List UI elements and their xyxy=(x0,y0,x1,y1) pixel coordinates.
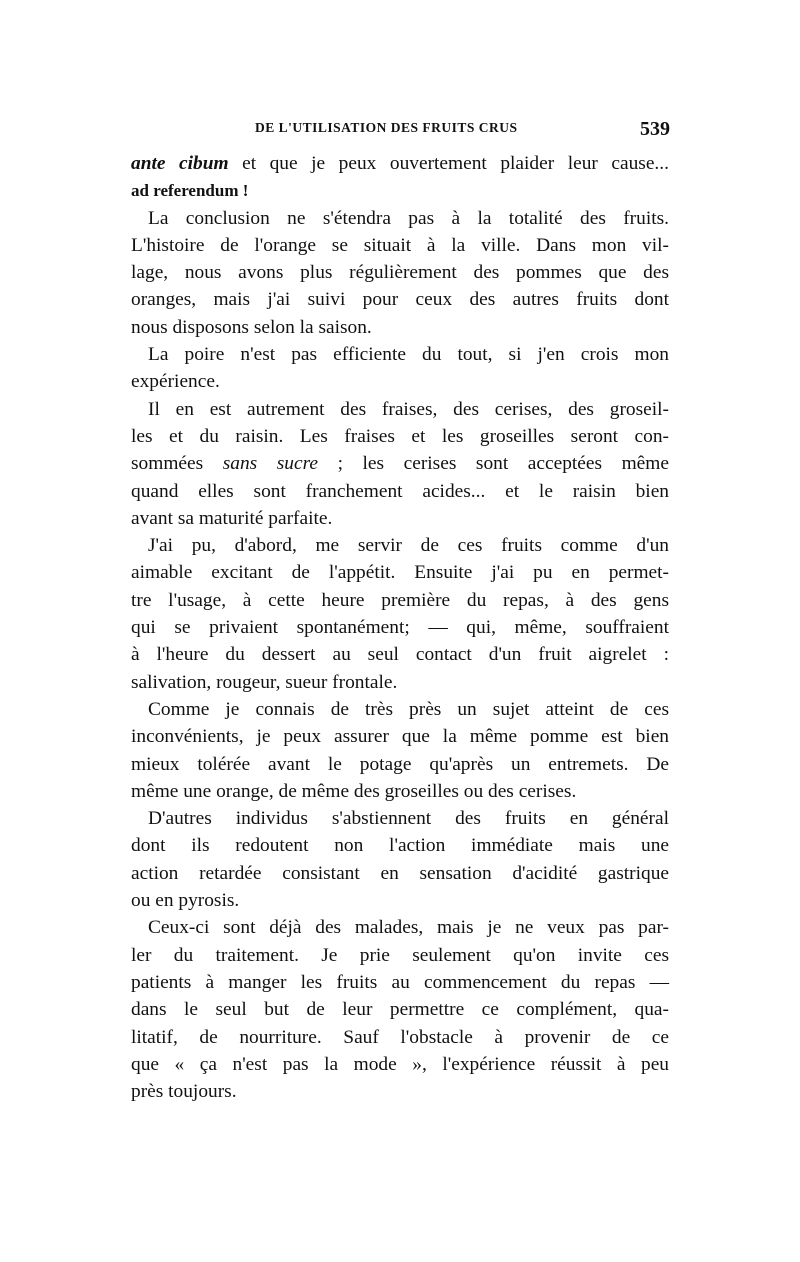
text-line: à l'heure du dessert au seul contact d'un fruit aigrelet : xyxy=(131,644,669,666)
running-header xyxy=(130,118,670,140)
text-line: Ceux-ci sont déjà des malades, mais je ne veux pas par- xyxy=(148,917,669,939)
paragraph xyxy=(131,805,669,914)
text-line: aimable excitant de l'appétit. Ensuite j'ai pu en permet- xyxy=(131,562,669,584)
text-line: L'histoire de l'orange se situait à la ville. Dans mon vil- xyxy=(131,234,669,256)
paragraph xyxy=(131,532,669,696)
latin-phrase: ante cibum xyxy=(131,153,229,174)
text-line: Comme je connais de très près un sujet atteint de ces xyxy=(148,698,669,720)
paragraph xyxy=(131,914,669,1105)
text-line: que « ça n'est pas la mode », l'expérience réussit à peu xyxy=(131,1053,669,1075)
text-line: inconvénients, je peux assurer que la même pomme est bien xyxy=(131,726,669,748)
running-title: DE L'UTILISATION DES FRUITS CRUS xyxy=(255,120,518,135)
text-line: expérience. xyxy=(131,371,220,393)
text-line: mieux tolérée avant le potage qu'après un entremets. De xyxy=(131,753,669,775)
text-line: action retardée consistant en sensation d'acidité gastrique xyxy=(131,862,669,884)
paragraph xyxy=(131,396,669,532)
page-number: 539 xyxy=(640,118,670,140)
text-line: qui se privaient spontanément; — qui, même, souffraient xyxy=(131,617,669,639)
text-run: et que je peux ouvertement plaider leur cause... xyxy=(228,153,669,174)
text-line: ou en pyrosis. xyxy=(131,890,240,912)
text-line: La conclusion ne s'étendra pas à la totalité des fruits. xyxy=(148,207,669,229)
paragraph xyxy=(131,150,669,205)
text-line: lage, nous avons plus régulièrement des pommes que des xyxy=(131,262,669,284)
text-line: litatif, de nourriture. Sauf l'obstacle à provenir de ce xyxy=(131,1026,669,1048)
paragraph xyxy=(131,696,669,805)
text-line: La poire n'est pas efficiente du tout, si j'en crois mon xyxy=(148,344,669,366)
paragraph xyxy=(131,205,669,341)
text-line: nous disposons selon la saison. xyxy=(131,316,372,338)
text-line: patients à manger les fruits au commencement du repas — xyxy=(131,971,669,993)
text-line: J'ai pu, d'abord, me servir de ces fruits comme d'un xyxy=(148,535,669,557)
text-line xyxy=(131,450,669,477)
text-line: D'autres individus s'abstiennent des fruits en général xyxy=(148,808,669,830)
text-line: salivation, rougeur, sueur frontale. xyxy=(131,671,398,693)
text-line: même une orange, de même des groseilles ou des cerises. xyxy=(131,780,577,802)
text-line: avant sa maturité parfaite. xyxy=(131,507,333,529)
text-line: les et du raisin. Les fraises et les groseilles seront con- xyxy=(131,425,669,447)
text-line: ler du traitement. Je prie seulement qu'on invite ces xyxy=(131,944,669,966)
text-run: sommées xyxy=(131,453,223,475)
emphasis: sans sucre xyxy=(222,453,319,475)
latin-phrase-line: ad referendum ! xyxy=(131,181,249,201)
text-line: dans le seul but de leur permettre ce complément, qua- xyxy=(131,999,669,1021)
text-line xyxy=(131,150,669,177)
body-text xyxy=(131,150,669,1105)
text-line: quand elles sont franchement acides... et le raisin bien xyxy=(131,480,669,502)
paragraph xyxy=(131,341,669,396)
text-line: oranges, mais j'ai suivi pour ceux des autres fruits dont xyxy=(131,289,669,311)
text-line: Il en est autrement des fraises, des cerises, des groseil- xyxy=(148,398,669,420)
text-run: ; les cerises sont acceptées même xyxy=(318,453,669,475)
text-line: près toujours. xyxy=(131,1081,237,1103)
text-line: dont ils redoutent non l'action immédiate mais une xyxy=(131,835,669,857)
text-line: tre l'usage, à cette heure première du repas, à des gens xyxy=(131,589,669,611)
